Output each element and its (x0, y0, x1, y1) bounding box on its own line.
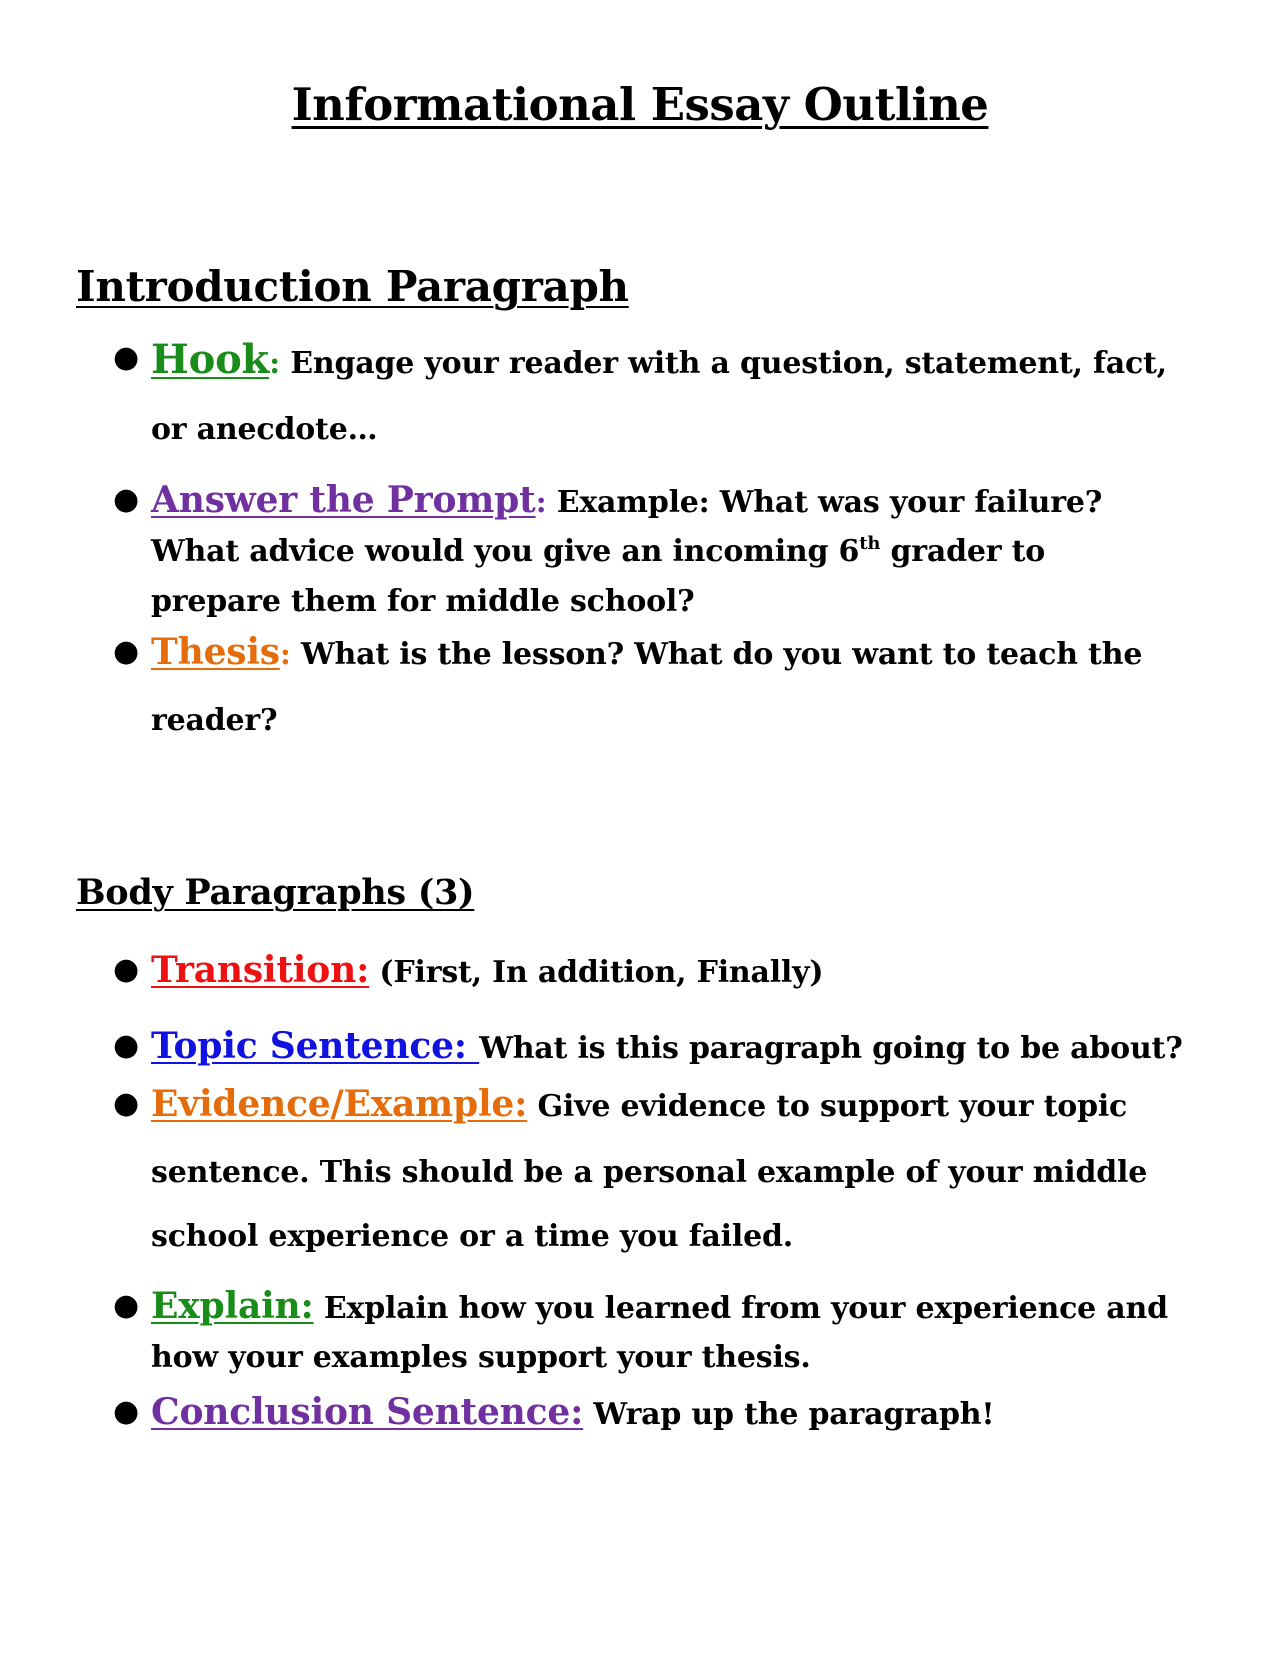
conclusion-sentence-label: Conclusion Sentence: (151, 1391, 584, 1433)
transition-label: Transition: (151, 949, 370, 991)
bullet-icon: ● (113, 1028, 139, 1063)
thesis-text-line-1: What is the lesson? What do you want to teach the (301, 637, 1143, 672)
topic-sentence-label: Topic Sentence: (151, 1025, 480, 1067)
hook-colon: : (269, 346, 280, 381)
answer-prompt-text-line-2 (151, 527, 1211, 577)
thesis-label: Thesis (151, 631, 280, 673)
transition-text: (First, In addition, Finally) (379, 955, 824, 990)
bullet-icon: ● (113, 482, 139, 517)
body-item-explain (113, 1282, 1211, 1383)
evidence-text-line-3: school experience or a time you failed. (151, 1219, 793, 1254)
evidence-text-line-2: sentence. This should be a personal example of your middle (151, 1155, 1148, 1190)
thesis-colon: : (279, 637, 291, 672)
bullet-icon: ● (113, 1086, 139, 1121)
bullet-icon: ● (113, 340, 139, 375)
explain-text-line-1: Explain how you learned from your experience and (323, 1291, 1168, 1326)
evidence-example-label: Evidence/Example: (151, 1083, 528, 1125)
body-item-evidence-example (113, 1080, 1211, 1257)
body-item-topic-sentence (113, 1022, 1211, 1073)
answer-prompt-text-line-3: prepare them for middle school? (151, 584, 695, 619)
intro-section-heading: Introduction Paragraph (76, 262, 629, 311)
hook-label: Hook (151, 336, 270, 383)
body-item-transition (113, 946, 1211, 997)
answer-prompt-line-2-start: What advice would you give an incoming 6 (151, 534, 860, 569)
hook-text-line-2: or anecdote… (151, 412, 378, 447)
evidence-text-line-1: Give evidence to support your topic (537, 1089, 1128, 1124)
page-title: Informational Essay Outline (291, 78, 989, 131)
topic-sentence-text: What is this paragraph going to be about? (479, 1031, 1183, 1066)
body-item-conclusion-sentence (113, 1388, 1211, 1439)
ordinal-suffix: th (859, 533, 881, 554)
bullet-icon: ● (113, 952, 139, 987)
bullet-icon: ● (113, 1288, 139, 1323)
answer-prompt-label: Answer the Prompt (151, 479, 536, 521)
intro-item-thesis (113, 628, 1211, 741)
intro-item-hook (113, 334, 1211, 450)
answer-prompt-line-2-end: grader to (880, 534, 1046, 569)
bullet-icon: ● (113, 1394, 139, 1429)
answer-prompt-text-line-1: Example: What was your failure? (556, 485, 1103, 520)
conclusion-text: Wrap up the paragraph! (593, 1397, 995, 1432)
body-section-heading: Body Paragraphs (3) (76, 872, 475, 913)
thesis-text-line-2: reader? (151, 703, 278, 738)
hook-text-line-1: Engage your reader with a question, statement, fact, (290, 346, 1167, 381)
bullet-icon: ● (113, 634, 139, 669)
intro-item-answer-prompt (113, 476, 1211, 627)
explain-label: Explain: (151, 1285, 314, 1327)
answer-prompt-colon: : (535, 485, 547, 520)
explain-text-line-2: how your examples support your thesis. (151, 1340, 811, 1375)
